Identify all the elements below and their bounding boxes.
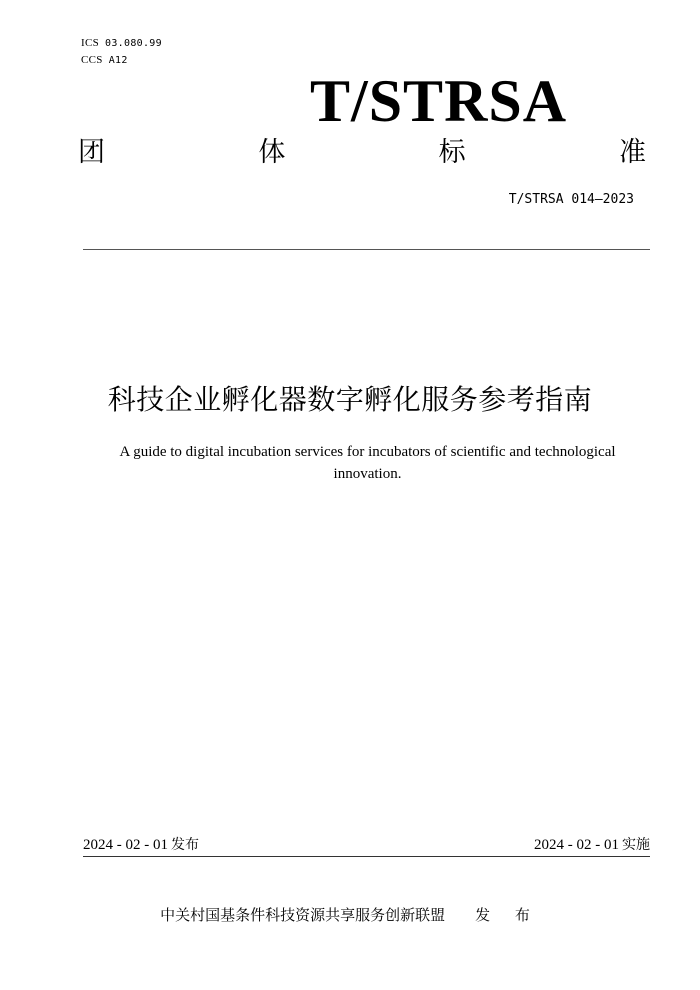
publisher-name: 中关村国基条件科技资源共享服务创新联盟	[160, 906, 446, 924]
implementation-date-value: 2024 - 02 - 01	[534, 837, 619, 853]
implementation-date	[534, 835, 650, 855]
ccs-label: CCS	[81, 54, 103, 66]
publisher-line	[0, 904, 700, 926]
document-title-english: A guide to digital incubation services for incubators of scientific and technological innovation.	[119, 444, 616, 482]
ccs-value: A12	[108, 55, 128, 66]
header-divider	[83, 249, 650, 250]
ics-value: 03.080.99	[105, 38, 162, 49]
standard-number: T/STRSA 014—2023	[508, 192, 634, 207]
issue-date-value: 2024 - 02 - 01	[83, 837, 168, 853]
standard-type-char-2: 体	[258, 137, 286, 168]
footer-divider	[83, 856, 650, 857]
publish-label: 发 布	[475, 906, 540, 924]
organization-logo-text: T/STRSA	[310, 68, 568, 134]
issue-date	[83, 835, 199, 855]
standard-type-heading	[78, 134, 646, 174]
standard-type-char-1: 团	[78, 137, 105, 168]
ics-code-row	[81, 35, 162, 52]
classification-codes	[81, 35, 162, 69]
standard-type-char-3: 标	[438, 137, 466, 168]
issue-date-label: 发布	[171, 837, 199, 853]
implementation-date-label: 实施	[622, 837, 650, 853]
standard-type-char-4: 准	[618, 137, 646, 168]
document-title-chinese: 科技企业孵化器数字孵化服务参考指南	[107, 383, 593, 416]
ics-label: ICS	[81, 37, 100, 49]
ccs-code-row	[81, 52, 162, 69]
